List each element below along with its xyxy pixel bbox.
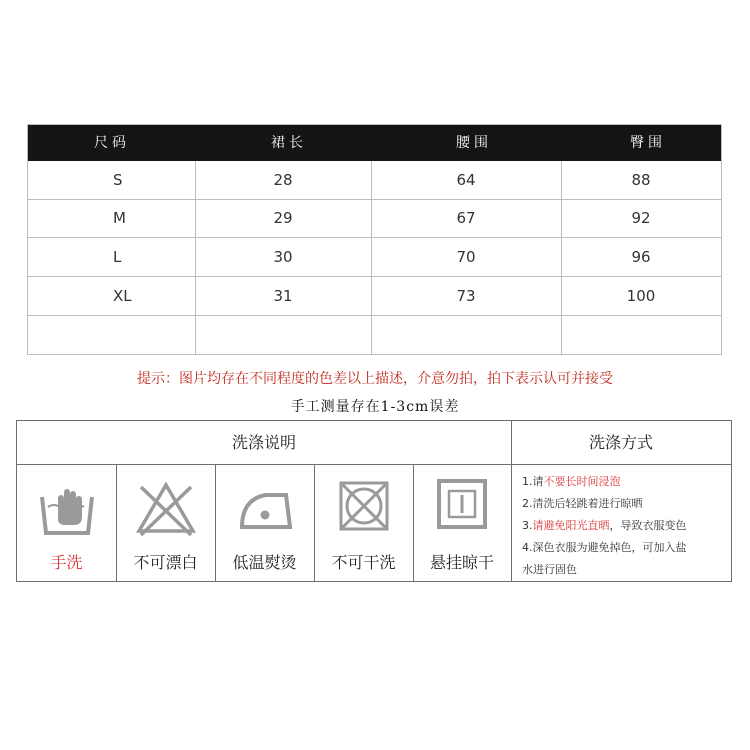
- care-table: [16, 420, 732, 582]
- wash-method-4-cont: 水进行固色: [522, 563, 577, 576]
- care-label-low-iron: 低温熨烫: [232, 553, 297, 572]
- cell-waist: 70: [456, 248, 476, 266]
- table-row: [28, 277, 721, 315]
- wash-method-3: [522, 515, 727, 537]
- care-column-divider: [511, 421, 512, 581]
- cell-size: [28, 316, 195, 354]
- cell-waist: 67: [456, 209, 476, 227]
- color-difference-tip: [0, 368, 750, 388]
- tip-text: 图片均存在不同程度的色差以上描述，介意勿拍，拍下表示认可并接受: [179, 371, 613, 387]
- method-3-prefix: 3.: [522, 519, 533, 532]
- wash-method-title: 洗涤方式: [588, 433, 653, 452]
- size-table: [27, 124, 722, 355]
- tip-prefix: 提示：: [137, 371, 179, 387]
- cell-hip: [561, 316, 721, 354]
- wash-instructions-title: 洗涤说明: [231, 433, 296, 452]
- header-hip: 臀围: [630, 135, 666, 151]
- cell-skirt-length: 29: [273, 209, 293, 227]
- cell-skirt-length: 28: [273, 171, 293, 189]
- care-label-hand-wash: 手洗: [50, 553, 83, 572]
- method-3-suffix: ，导致衣服变色: [609, 519, 687, 532]
- measurement-note: 手工测量存在1-3cm误差: [290, 399, 460, 415]
- wash-method-4: 4.深色衣服为避免掉色，可加入盐: [522, 541, 687, 554]
- care-item-no-dry-clean: [314, 465, 413, 581]
- table-row: [28, 238, 721, 276]
- care-item-hand-wash: [17, 465, 116, 581]
- cell-hip: 88: [631, 171, 651, 189]
- wash-method-2: 2.清洗后轻跳着进行晾晒: [522, 497, 643, 510]
- cell-waist: 64: [456, 171, 476, 189]
- cell-skirt-length: [195, 316, 371, 354]
- no-bleach-icon: [133, 477, 199, 539]
- cell-size: L: [113, 248, 122, 266]
- header-skirt-length: 裙长: [271, 135, 307, 151]
- method-3-warning: 请避免阳光直晒: [532, 519, 610, 532]
- low-iron-icon: [232, 477, 298, 539]
- cell-waist: 73: [456, 287, 476, 305]
- cell-size: XL: [113, 287, 132, 305]
- method-1-prefix: 1.请: [522, 475, 544, 488]
- care-item-no-bleach: [116, 465, 215, 581]
- header-waist: 腰围: [456, 135, 492, 151]
- table-row: [28, 199, 721, 237]
- no-dry-clean-icon: [333, 477, 395, 539]
- care-label-no-bleach: 不可漂白: [133, 553, 198, 572]
- care-item-hang-dry: [413, 465, 511, 581]
- table-row-empty: [28, 316, 721, 354]
- hand-wash-icon: [36, 477, 98, 539]
- care-item-low-iron: [215, 465, 314, 581]
- size-table-header: [28, 125, 721, 161]
- care-label-hang-dry: 悬挂晾干: [429, 553, 494, 572]
- care-label-no-dry-clean: 不可干洗: [331, 553, 396, 572]
- wash-method-1: [522, 471, 727, 493]
- method-1-warning: 不要长时间浸泡: [543, 475, 621, 488]
- cell-size: S: [113, 171, 123, 189]
- cell-hip: 96: [631, 248, 651, 266]
- cell-skirt-length: 31: [273, 287, 293, 305]
- cell-hip: 100: [626, 287, 656, 305]
- header-size: 尺码: [94, 135, 130, 151]
- cell-waist: [371, 316, 561, 354]
- wash-method-list: [522, 471, 727, 581]
- hang-dry-icon: [431, 477, 493, 539]
- cell-size: M: [113, 209, 126, 227]
- table-row: [28, 161, 721, 199]
- cell-hip: 92: [631, 209, 651, 227]
- cell-skirt-length: 30: [273, 248, 293, 266]
